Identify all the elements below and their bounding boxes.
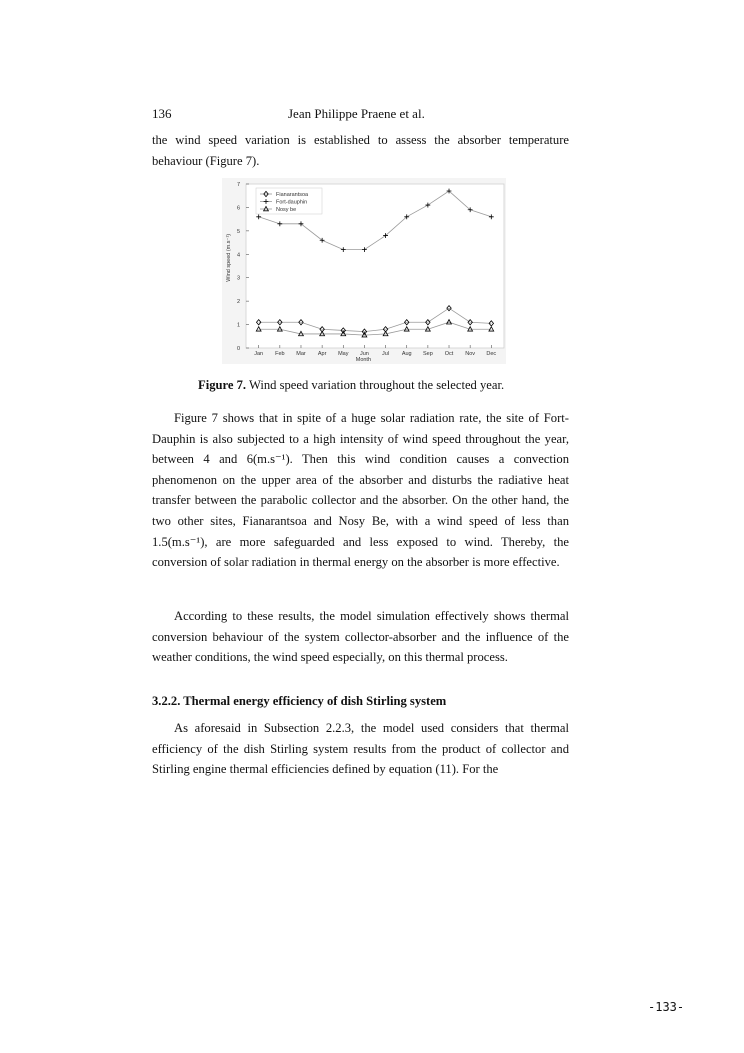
x-tick-label: Aug — [401, 351, 412, 357]
x-tick-label: May — [338, 351, 349, 357]
page-number: 136 — [152, 106, 172, 121]
paragraph-efficiency: As aforesaid in Subsection 2.2.3, the model used considers that thermal efficiency of the dish Stirling system results from the product of collector and Stirling engine thermal efficiencies defined by equation (11). For the — [152, 721, 569, 777]
math-other-sites-speed: 1.5(m.s⁻¹), — [152, 534, 208, 549]
paragraph2-part1: Figure 7 shows that in spite of a huge solar radiation rate, the site of Fort-Dauphin is also subjected to a high intensity of wind speed throughout the year, between 4 and — [152, 411, 569, 467]
paragraph-results: According to these results, the model simulation effectively shows thermal conversion behaviour of the system collector-absorber and the influence of the weather conditions, the wind speed especially, on this thermal process. — [152, 609, 569, 665]
wind-speed-chart — [222, 178, 506, 364]
running-header-authors: Jean Philippe Praene et al. — [288, 106, 425, 121]
x-tick-label: Jul — [382, 351, 390, 357]
x-tick-label: Dec — [486, 351, 497, 357]
x-tick-label: Nov — [465, 351, 476, 357]
y-tick-label: 6 — [236, 205, 240, 212]
y-tick-label: 3 — [236, 275, 240, 282]
math-fort-dauphin-speed: 6(m.s⁻¹). — [246, 452, 293, 467]
footer-page-number: -133- — [648, 1000, 685, 1014]
legend-entry: Fort-dauphin — [276, 199, 308, 206]
y-tick-label: 7 — [236, 182, 240, 188]
figure-caption-text: Wind speed variation throughout the selected year. — [246, 378, 505, 392]
section-heading: 3.2.2. Thermal energy efficiency of dish Stirling system — [152, 694, 447, 708]
paragraph-wind-discussion — [152, 408, 569, 573]
x-axis-label: Month — [355, 357, 372, 363]
x-tick-label: Apr — [317, 351, 327, 357]
y-axis-label: Wind speed (m.s⁻¹) — [226, 233, 232, 282]
paragraph2-part3: are more safeguarded and less exposed to wind. Thereby, the conversion of solar radiation in thermal energy on the absorber is more effective. — [152, 534, 569, 570]
y-tick-label: 5 — [236, 228, 240, 235]
x-tick-label: Sep — [422, 351, 433, 357]
y-tick-label: 4 — [236, 252, 240, 259]
x-tick-label: Jun — [359, 351, 369, 357]
y-tick-label: 2 — [236, 299, 240, 306]
legend-entry: Nosy be — [276, 207, 297, 213]
legend-entry: Fianarantsoa — [276, 192, 309, 198]
figure-label: Figure 7. — [198, 378, 247, 392]
x-tick-label: Mar — [296, 351, 306, 357]
paragraph2-part2: Then this wind condition causes a convection phenomenon on the upper area of the absorber and disturbs the radiative heat transfer between the parabolic collector and the absorber. On the other hand, the two other sites, Fianarantsoa and Nosy Be, with a wind speed of less than — [152, 452, 569, 528]
x-tick-label: Feb — [275, 351, 285, 357]
y-tick-label: 1 — [236, 322, 240, 329]
x-tick-label: Jan — [254, 351, 264, 357]
y-tick-label: 0 — [236, 346, 240, 352]
intro-paragraph: the wind speed variation is established to assess the absorber temperature behaviour (Figure 7). — [152, 133, 569, 168]
figure-caption — [198, 378, 504, 393]
x-tick-label: Oct — [444, 351, 454, 357]
